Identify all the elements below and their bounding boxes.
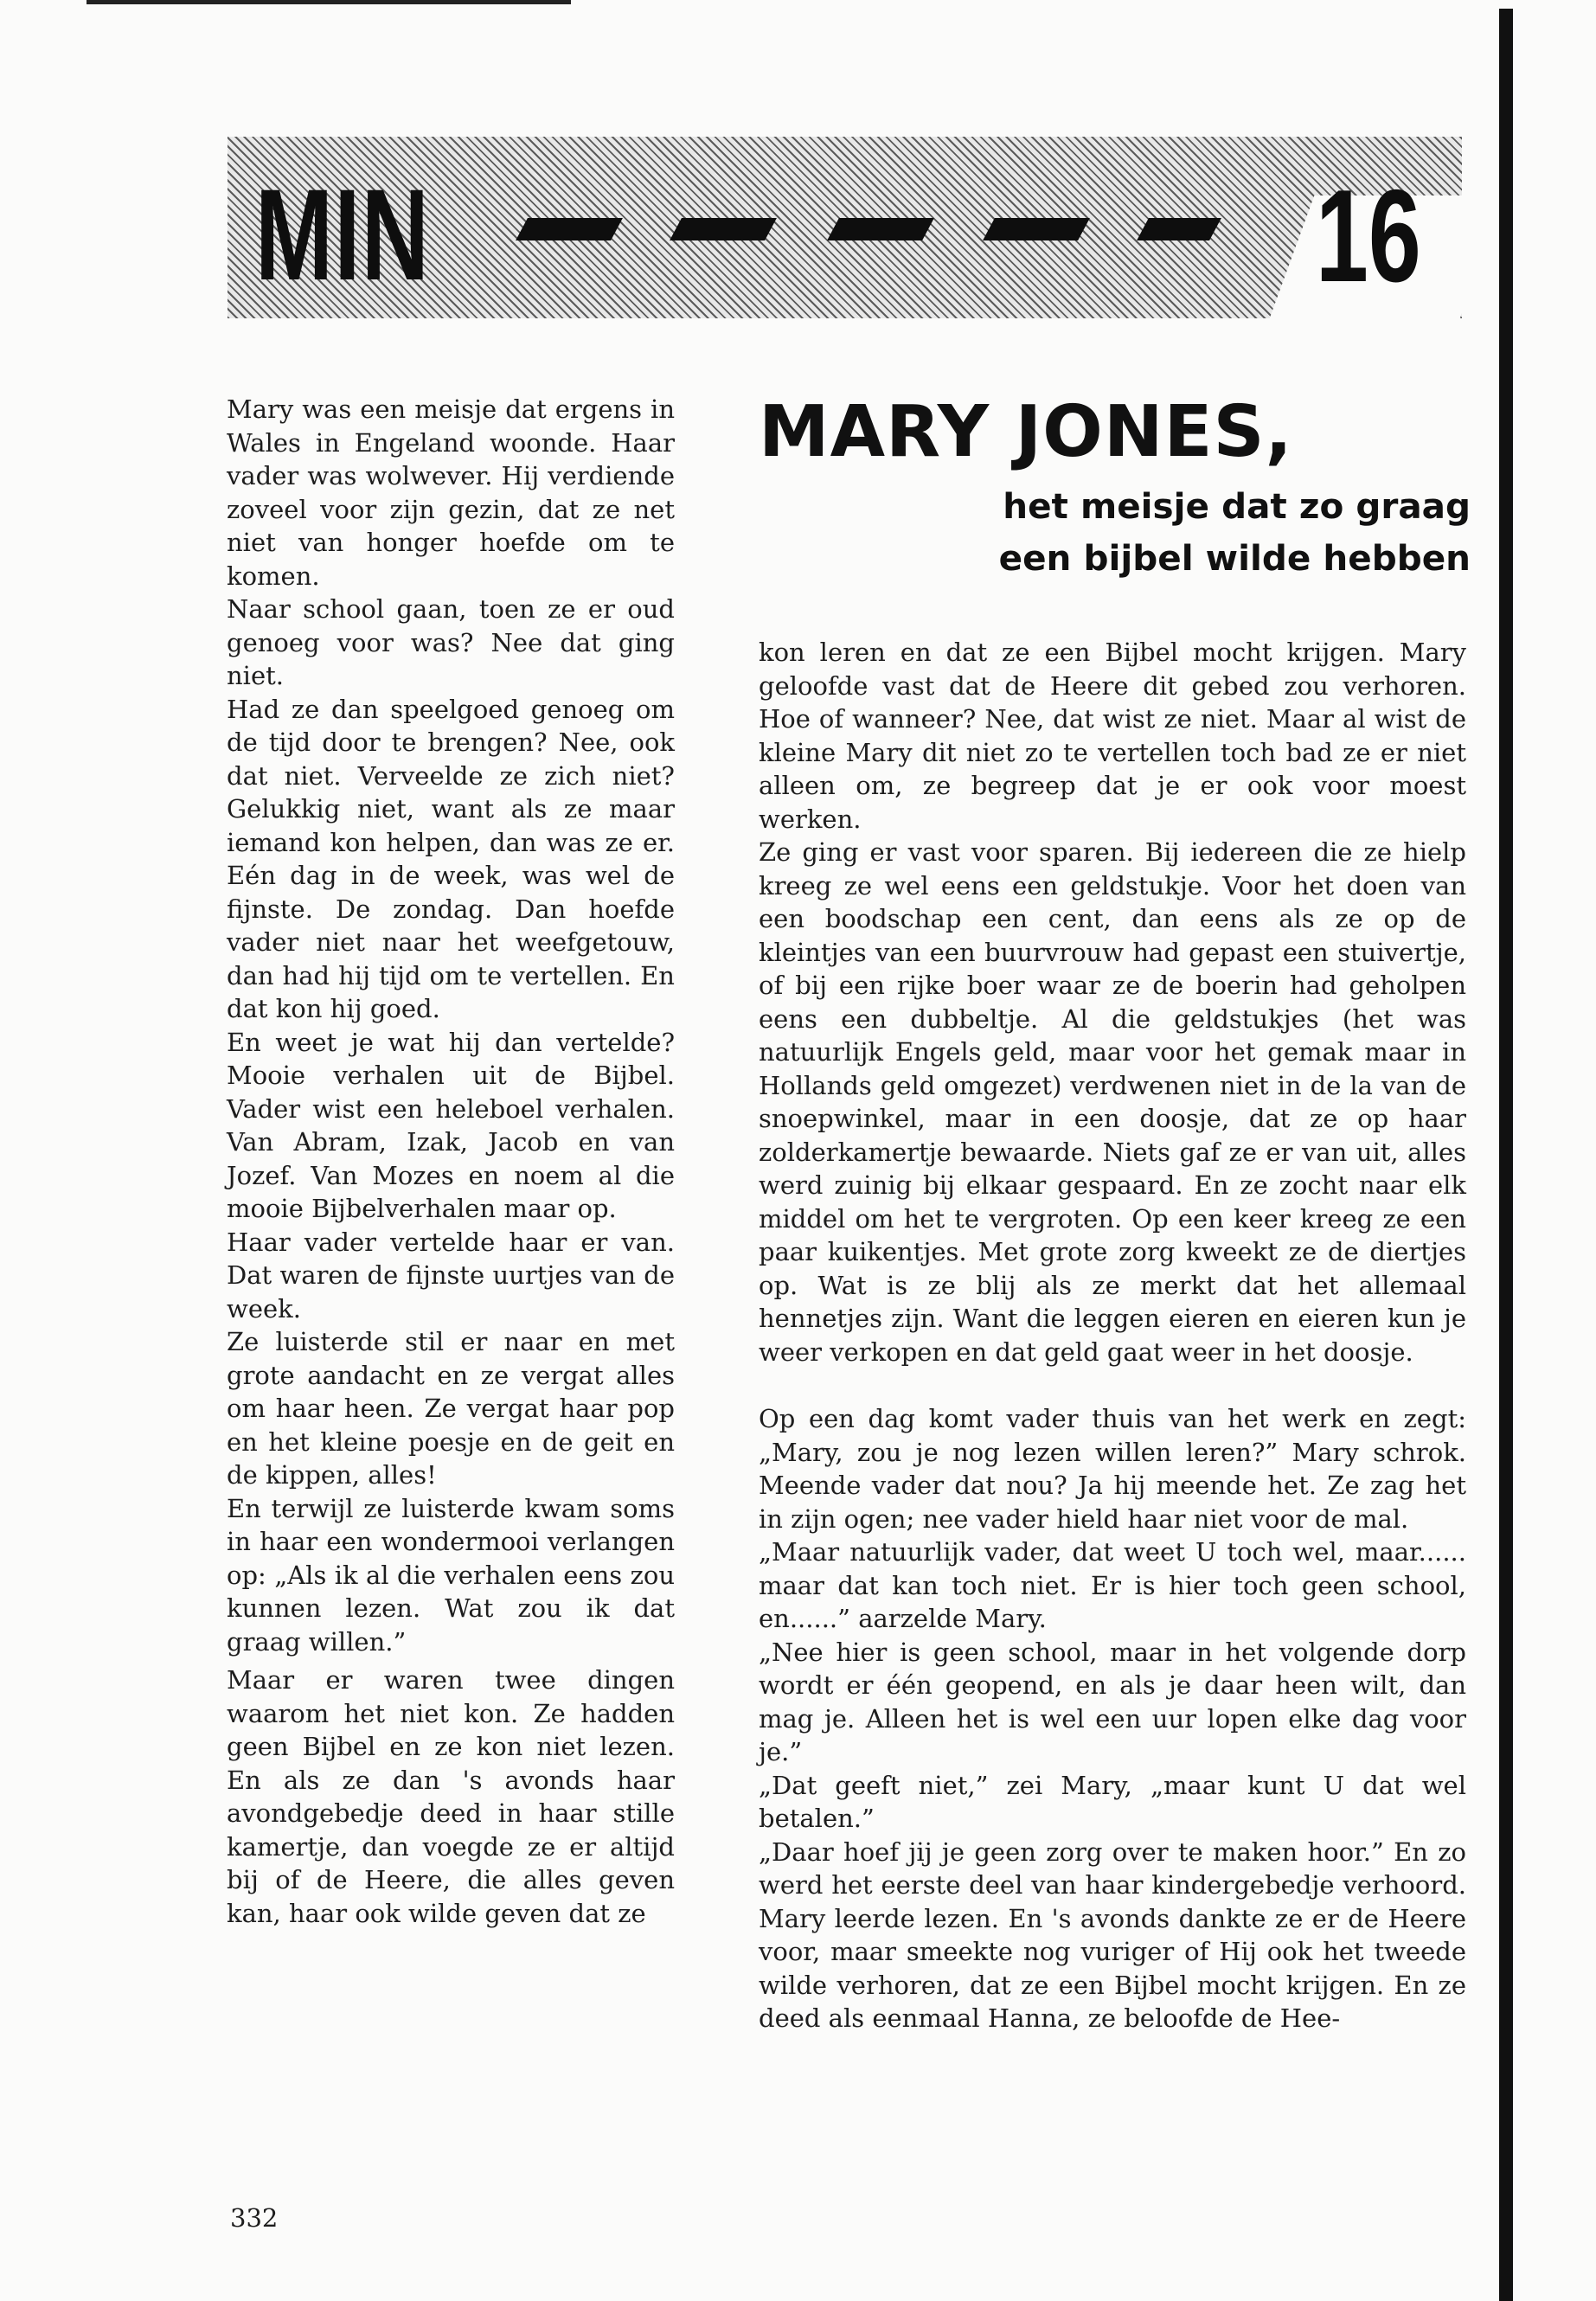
section-banner — [228, 137, 1462, 318]
paragraph: „Nee hier is geen school, maar in het volgende dorp wordt er één geopend, en als je daar heen wilt, dan mag je. Alleen het is wel een uur lopen elke dag voor je.” — [759, 1637, 1466, 1766]
article-title: MARY JONES, — [759, 391, 1293, 473]
paragraph: Maar er waren twee dingen waarom het niet kon. Ze hadden geen Bijbel en ze kon niet lezen. En als ze dan 's avonds haar avondgebedje deed in haar stille kamertje, dan voegde ze er altijd bij of de Heere, die alles geven kan, haar ook wilde geven dat ze — [227, 1665, 675, 1928]
subtitle-line: een bijbel wilde hebben — [998, 537, 1471, 579]
paragraph: „Maar natuurlijk vader, dat weet U toch wel, maar...... maar dat kan toch niet. Er is hier toch geen school, en......” aarzelde Mary. — [759, 1537, 1466, 1633]
subtitle-line: het meisje dat zo graag — [1003, 485, 1471, 527]
left-column — [227, 393, 675, 1930]
paragraph: Mary was een meisje dat ergens in Wales in Engeland woonde. Haar vader was wolwever. Hij verdiende zoveel voor zijn gezin, dat ze net niet van honger hoefde om te komen. — [227, 394, 675, 591]
banner-dash — [670, 218, 777, 240]
banner-dash — [983, 218, 1090, 240]
paragraph: Ze luisterde stil er naar en met grote aandacht en ze vergat alles om haar heen. Ze vergat haar pop en het kleine poesje en de geit en de kippen, alles! — [227, 1327, 675, 1490]
paragraph: „Daar hoef jij je geen zorg over te maken hoor.” En zo werd het eerste deel van haar kindergebedje verhoord. Mary leerde lezen. En 's avonds dankte ze er de Heere voor, maar smeekte nog vuriger of Hij ook het tweede wilde verhoren, dat ze een Bijbel mocht krijgen. En ze deed als eenmaal Hanna, ze beloofde de Hee- — [759, 1836, 1466, 2033]
paragraph: Had ze dan speelgoed genoeg om de tijd door te brengen? Nee, ook dat niet. Verveelde ze zich niet? Gelukkig niet, want als ze maar iemand kon helpen, dan was ze er. Eén dag in de week, was wel de fijnste. De zondag. Dan hoefde vader niet naar het weefgetouw, dan had hij tijd om te vertellen. En dat kon hij goed. — [227, 694, 675, 1023]
paragraph: En terwijl ze luisterde kwam soms in haar een wondermooi verlangen op: „Als ik al die verhalen eens zou kunnen lezen. Wat zou ik dat graag willen.” — [227, 1493, 675, 1657]
article-subtitle — [813, 480, 1471, 584]
page-edge — [1499, 9, 1513, 2301]
paragraph: Ze ging er vast voor sparen. Bij iedereen die ze hielp kreeg ze wel eens een geldstukje. Voor het doen van een boodschap een cent, dan eens als ze op de kleintjes van een buurvrouw had gepast een stuivertje, of bij een rijke boer waar ze de boerin had geholpen eens een dubbeltje. Al die geldstukjes (het was natuurlijk Engels geld, maar voor het gemak maar in Hollands geld omgezet) verdwenen niet in de la van de snoepwinkel, maar in een doosje, dat ze op haar zolderkamertje bewaarde. Niets gaf ze er van uit, alles werd zuinig bij elkaar gespaard. En ze zocht naar elk middel om het te vergroten. Op een keer kreeg ze een paar kuikentjes. Met grote zorg kweekt ze de diertjes op. Wat is ze blij als ze merkt dat het allemaal hennetjes zijn. Want die leggen eieren en eieren kun je weer verkopen en dat geld gaat weer in het doosje. — [759, 837, 1466, 1367]
paragraph: Naar school gaan, toen ze er oud genoeg voor was? Nee dat ging niet. — [227, 594, 675, 690]
banner-number: 16 — [1316, 163, 1421, 310]
paragraph: Haar vader vertelde haar er van. Dat waren de fijnste uurtjes van de week. — [227, 1227, 675, 1324]
banner-dash — [516, 218, 623, 240]
paragraph: Op een dag komt vader thuis van het werk en zegt: „Mary, zou je nog lezen willen leren?” Mary schrok. Meende vader dat nou? Ja hij meende het. Ze zag het in zijn ogen; nee vader hield haar niet voor de mal. — [759, 1404, 1466, 1534]
banner-dash — [1137, 218, 1221, 240]
top-rule — [87, 0, 571, 4]
right-column — [759, 636, 1466, 2035]
paragraph: „Dat geeft niet,” zei Mary, „maar kunt U dat wel betalen.” — [759, 1770, 1466, 1833]
banner-dash — [827, 218, 934, 240]
paragraph: En weet je wat hij dan vertelde? Mooie verhalen uit de Bijbel. Vader wist een heleboel verhalen. Van Abram, Izak, Jacob en van Jozef. Van Mozes en noem al die mooie Bijbelverhalen maar op. — [227, 1027, 675, 1223]
banner-label: MIN — [255, 162, 431, 307]
paragraph: kon leren en dat ze een Bijbel mocht krijgen. Mary geloofde vast dat de Heere dit gebed zou verhoren. Hoe of wanneer? Nee, dat wist ze niet. Maar al wist de kleine Mary dit niet zo te vertellen toch bad ze er niet alleen om, ze begreep dat je er ook voor moest werken. — [759, 638, 1466, 834]
page-number: 332 — [230, 2203, 279, 2233]
